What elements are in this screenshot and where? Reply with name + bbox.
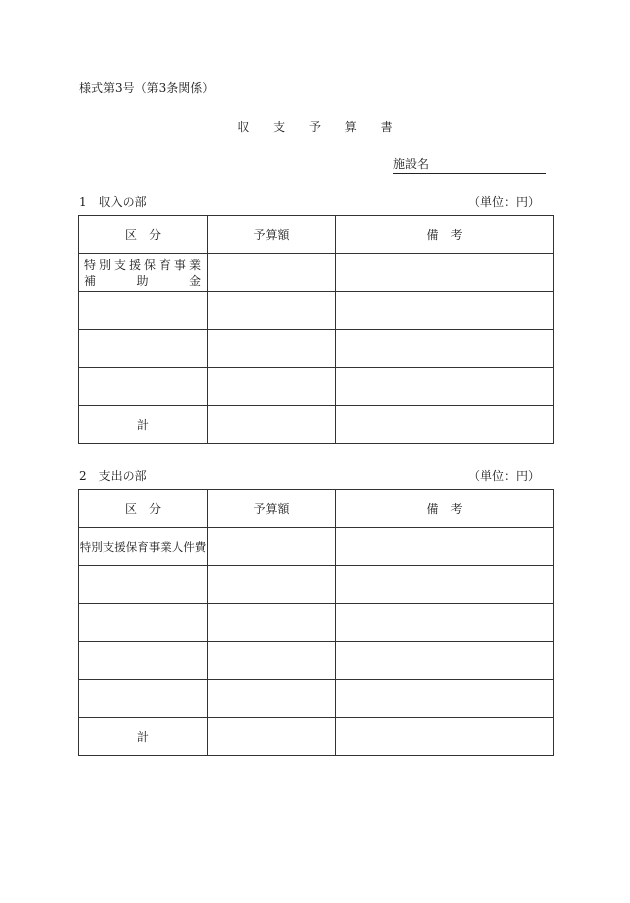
form-number: 様式第3号（第3条関係） xyxy=(79,81,215,95)
table-row xyxy=(79,330,554,368)
table-row xyxy=(79,368,554,406)
expense-table xyxy=(78,489,554,756)
total-budget-cell[interactable] xyxy=(208,718,336,756)
column-header-remarks: 備 考 xyxy=(336,216,554,254)
category-cell[interactable] xyxy=(79,642,208,680)
budget-cell[interactable] xyxy=(208,642,336,680)
column-header-category: 区 分 xyxy=(79,216,208,254)
facility-name-field[interactable] xyxy=(393,155,546,174)
budget-cell[interactable] xyxy=(208,566,336,604)
table-row xyxy=(79,680,554,718)
income-heading: 1 収入の部 xyxy=(79,195,147,209)
total-remarks-cell[interactable] xyxy=(336,718,554,756)
budget-cell[interactable] xyxy=(208,528,336,566)
remarks-cell[interactable] xyxy=(336,604,554,642)
category-cell[interactable] xyxy=(79,566,208,604)
total-budget-cell[interactable] xyxy=(208,406,336,444)
column-header-budget: 予算額 xyxy=(208,490,336,528)
expense-unit: （単位：円） xyxy=(468,469,541,483)
budget-cell[interactable] xyxy=(208,368,336,406)
category-cell[interactable] xyxy=(79,604,208,642)
table-row xyxy=(79,292,554,330)
remarks-cell[interactable] xyxy=(336,566,554,604)
income-table xyxy=(78,215,554,444)
remarks-cell[interactable] xyxy=(336,680,554,718)
income-unit: （単位：円） xyxy=(468,195,541,209)
budget-cell[interactable] xyxy=(208,330,336,368)
budget-cell[interactable] xyxy=(208,604,336,642)
category-cell[interactable] xyxy=(79,368,208,406)
category-cell xyxy=(79,254,208,292)
budget-cell[interactable] xyxy=(208,292,336,330)
total-label: 計 xyxy=(79,718,208,756)
table-row xyxy=(79,642,554,680)
budget-cell[interactable] xyxy=(208,680,336,718)
category-line-1: 特別支援保育事業 xyxy=(84,257,201,272)
table-header-row xyxy=(79,216,554,254)
category-cell[interactable] xyxy=(79,292,208,330)
budget-cell[interactable] xyxy=(208,254,336,292)
expense-heading: 2 支出の部 xyxy=(79,469,147,483)
total-row xyxy=(79,718,554,756)
total-label: 計 xyxy=(79,406,208,444)
remarks-cell[interactable] xyxy=(336,642,554,680)
remarks-cell[interactable] xyxy=(336,292,554,330)
table-row xyxy=(79,604,554,642)
remarks-cell[interactable] xyxy=(336,254,554,292)
table-header-row xyxy=(79,490,554,528)
total-remarks-cell[interactable] xyxy=(336,406,554,444)
category-cell[interactable] xyxy=(79,330,208,368)
category-cell: 特別支援保育事業人件費 xyxy=(79,528,208,566)
facility-name-label: 施設名 xyxy=(393,157,430,171)
column-header-category: 区 分 xyxy=(79,490,208,528)
total-row xyxy=(79,406,554,444)
column-header-remarks: 備 考 xyxy=(336,490,554,528)
table-row xyxy=(79,254,554,292)
document-title: 収 支 予 算 書 xyxy=(237,120,403,134)
remarks-cell[interactable] xyxy=(336,368,554,406)
category-line-2: 補 助 金 xyxy=(84,273,201,288)
table-row xyxy=(79,528,554,566)
table-row xyxy=(79,566,554,604)
category-cell[interactable] xyxy=(79,680,208,718)
remarks-cell[interactable] xyxy=(336,330,554,368)
remarks-cell[interactable] xyxy=(336,528,554,566)
column-header-budget: 予算額 xyxy=(208,216,336,254)
